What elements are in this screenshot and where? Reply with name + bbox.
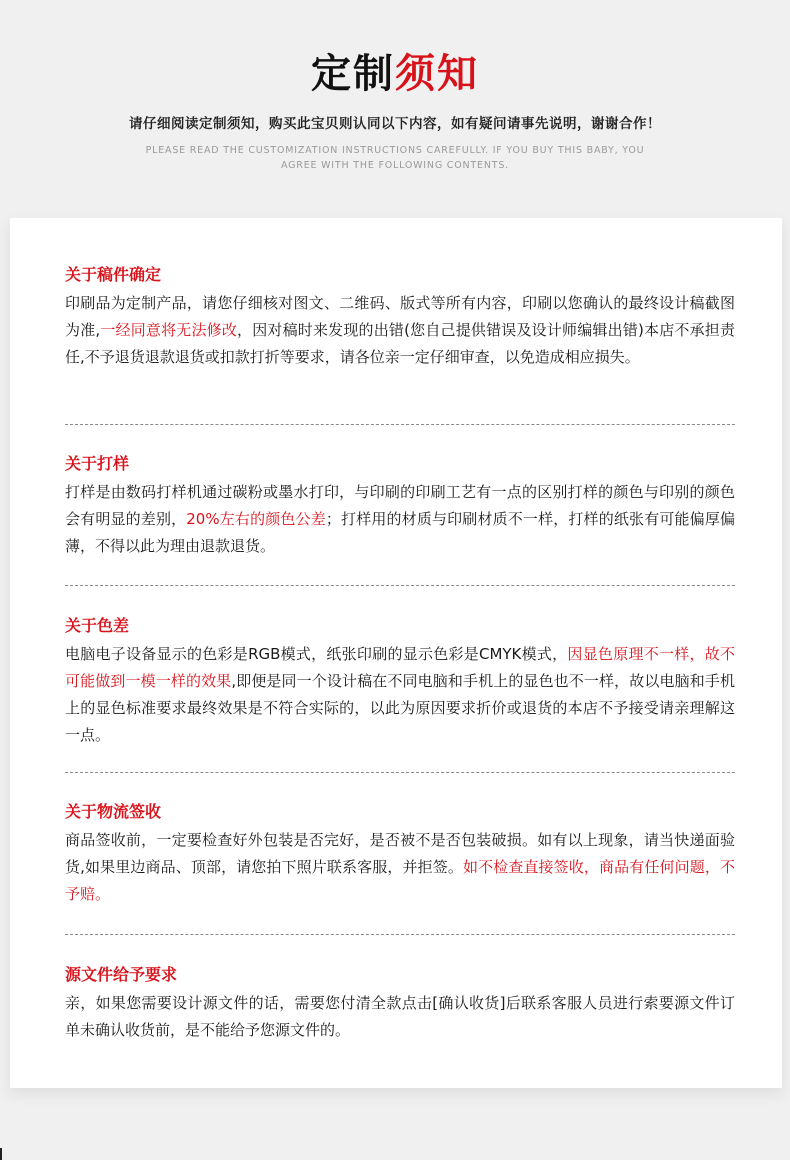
section-source-files	[65, 964, 735, 1044]
title-black: 定制	[311, 51, 395, 97]
section-color-difference	[65, 615, 735, 749]
section-title: 关于稿件确定	[65, 265, 162, 284]
body-text: ，因对稿时来发现的出错(您自己提供错误及设计师编辑出错)本店不承担责任,不予退货退款退货或扣款打折等要求，请各位亲一定仔细审查，以免造成相应损失。	[65, 321, 735, 366]
divider	[65, 772, 735, 773]
body-highlight: 20%左右的颜色公差	[186, 510, 326, 528]
divider	[65, 934, 735, 935]
body-text: 印刷品为定制产品，请您仔细核对图文、二维码、版式等所有内容，印刷以您确认的最终设计稿截图为准,	[65, 294, 735, 339]
section-title: 关于色差	[65, 616, 130, 635]
body-text: ；打样用的材质与印刷材质不一样，打样的纸张有可能偏厚偏薄，不得以此为理由退款退货。	[65, 510, 735, 555]
section-body	[65, 641, 735, 749]
english-subtitle	[95, 143, 695, 173]
section-proofing	[65, 453, 735, 560]
body-text: 电脑电子设备显示的色彩是RGB模式，纸张印刷的显示色彩是CMYK模式，	[65, 645, 568, 663]
english-line-2: AGREE WITH THE FOLLOWING CONTENTS.	[281, 160, 509, 171]
section-body	[65, 290, 735, 371]
section-body	[65, 990, 735, 1044]
section-logistics-signoff	[65, 801, 735, 908]
body-text: 商品签收前，一定要检查好外包装是否完好，是否被不是否包装破损。如有以上现象，请当快递面验货,如果里边商品、顶部，请您拍下照片联系客服，并拒签。	[65, 831, 735, 876]
body-highlight: 如不检查直接签收，商品有任何问题，不予赔。	[65, 858, 735, 903]
edge-mark	[0, 1148, 2, 1160]
section-title: 关于打样	[65, 454, 130, 473]
subtitle: 请仔细阅读定制须知，购买此宝贝则认同以下内容，如有疑问请事先说明，谢谢合作！	[129, 116, 661, 132]
body-highlight: 一经同意将无法修改	[100, 321, 238, 339]
divider	[65, 585, 735, 586]
body-text: 亲，如果您需要设计源文件的话，需要您付清全款点击[确认收货]后联系客服人员进行索要源文件订单未确认收货前，是不能给予您源文件的。	[65, 994, 735, 1039]
notice-card	[10, 218, 782, 1088]
english-line-1: PLEASE READ THE CUSTOMIZATION INSTRUCTIONS CAREFULLY. IF YOU BUY THIS BABY, YOU	[145, 145, 645, 156]
body-text: ,即便是同一个设计稿在不同电脑和手机上的显色也不一样，故以电脑和手机上的显色标准要求最终效果是不符合实际的，以此为原因要求折价或退货的本店不予接受请亲理解这一点。	[65, 672, 735, 744]
section-title: 关于物流签收	[65, 802, 162, 821]
body-highlight: 因显色原理不一样，故不可能做到一模一样的效果	[65, 645, 735, 690]
body-text: 打样是由数码打样机通过碳粉或墨水打印，与印刷的印刷工艺有一点的区别打样的颜色与印别的颜色会有明显的差别，	[65, 483, 735, 528]
page-title	[0, 48, 790, 100]
section-draft-confirm	[65, 264, 735, 371]
section-body	[65, 827, 735, 908]
section-title: 源文件给予要求	[65, 965, 178, 984]
title-red: 须知	[395, 51, 479, 97]
section-body	[65, 479, 735, 560]
divider	[65, 424, 735, 425]
